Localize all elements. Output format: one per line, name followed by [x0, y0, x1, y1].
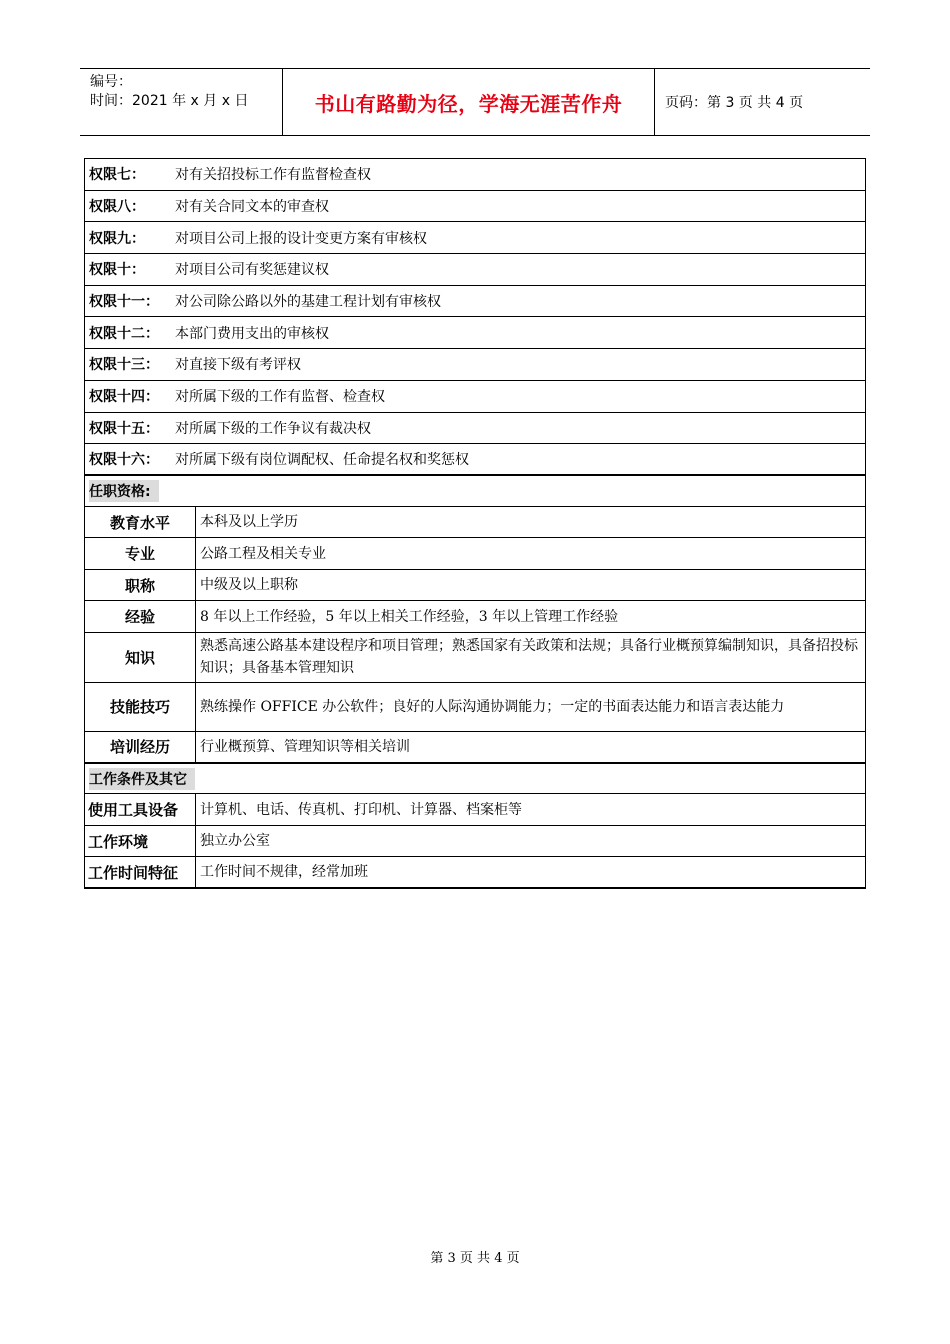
condition-row: [85, 794, 866, 826]
permission-row: [85, 190, 866, 222]
document-header: [80, 68, 870, 136]
permission-label: 权限十三：: [89, 357, 159, 374]
date-label: 时间：2021 年 x 月 x 日: [90, 93, 249, 109]
permission-row: [85, 222, 866, 254]
permission-label: 权限九：: [89, 230, 145, 247]
condition-value: 工作时间不规律，经常加班: [196, 857, 866, 889]
condition-label: 工作时间特征: [85, 857, 196, 889]
permission-text: 对所属下级有岗位调配权、任命提名权和奖惩权: [175, 452, 469, 469]
qualifications-title: 任职资格:: [89, 480, 159, 502]
permission-row: [85, 349, 866, 381]
permission-row: [85, 412, 866, 444]
qualification-label: 专业: [85, 538, 196, 570]
conditions-title: 工作条件及其它: [89, 768, 195, 790]
qualification-label: 技能技巧: [85, 682, 196, 731]
permission-text: 对项目公司上报的设计变更方案有审核权: [175, 230, 427, 247]
permission-text: 对所属下级的工作有监督、检查权: [175, 389, 385, 406]
permission-label: 权限十五：: [89, 420, 159, 437]
permission-text: 对有关合同文本的审查权: [175, 199, 329, 216]
header-motto: 书山有路勤为径，学海无涯苦作舟: [314, 91, 623, 116]
permission-row: [85, 380, 866, 412]
permission-label: 权限七：: [89, 167, 145, 184]
permission-label: 权限十二：: [89, 325, 159, 342]
header-motto-cell: [283, 69, 655, 135]
qualifications-header-row: [85, 475, 866, 506]
permission-text: 本部门费用支出的审核权: [175, 325, 329, 342]
qualification-row: [85, 632, 866, 682]
qualification-label: 经验: [85, 601, 196, 633]
job-description-table: [84, 158, 866, 889]
page-info-text: 页码：第 3 页 共 4 页: [665, 95, 804, 111]
qualification-row: [85, 731, 866, 763]
permission-text: 对有关招投标工作有监督检查权: [175, 167, 371, 184]
permission-row: [85, 159, 866, 191]
qualification-value: 中级及以上职称: [196, 569, 866, 601]
permission-label: 权限十四：: [89, 389, 159, 406]
condition-label: 使用工具设备: [85, 794, 196, 826]
permission-row: [85, 254, 866, 286]
conditions-header-row: [85, 763, 866, 794]
condition-label: 工作环境: [85, 825, 196, 857]
qualification-row: [85, 682, 866, 731]
permission-row: [85, 317, 866, 349]
qualification-row: [85, 538, 866, 570]
header-page-info: [655, 69, 870, 135]
permission-text: 对项目公司有奖惩建议权: [175, 262, 329, 279]
qualification-value: 本科及以上学历: [196, 506, 866, 538]
qualification-value: 行业概预算、管理知识等相关培训: [196, 731, 866, 763]
qualification-row: [85, 601, 866, 633]
qualification-label: 培训经历: [85, 731, 196, 763]
permission-text: 对直接下级有考评权: [175, 357, 301, 374]
permission-row: [85, 285, 866, 317]
permission-row: [85, 444, 866, 476]
qualification-value: 熟悉高速公路基本建设程序和项目管理；熟悉国家有关政策和法规；具备行业概预算编制知识，具备招投标知识；具备基本管理知识: [196, 632, 866, 682]
qualification-row: [85, 506, 866, 538]
qualification-row: [85, 569, 866, 601]
header-meta: [80, 69, 283, 135]
qualification-label: 职称: [85, 569, 196, 601]
qualification-value: 公路工程及相关专业: [196, 538, 866, 570]
permission-text: 对所属下级的工作争议有裁决权: [175, 420, 371, 437]
permission-label: 权限十六：: [89, 452, 159, 469]
permission-text: 对公司除公路以外的基建工程计划有审核权: [175, 294, 441, 311]
condition-value: 计算机、电话、传真机、打印机、计算器、档案柜等: [196, 794, 866, 826]
condition-row: [85, 857, 866, 889]
condition-value: 独立办公室: [196, 825, 866, 857]
permission-label: 权限八：: [89, 199, 145, 216]
qualification-label: 教育水平: [85, 506, 196, 538]
permission-label: 权限十一：: [89, 294, 159, 311]
page-footer: 第 3 页 共 4 页: [430, 1251, 520, 1266]
code-label: 编号：: [90, 74, 132, 90]
qualification-value: 熟练操作 OFFICE 办公软件；良好的人际沟通协调能力；一定的书面表达能力和语言表达能力: [196, 682, 866, 731]
qualification-label: 知识: [85, 632, 196, 682]
permission-label: 权限十：: [89, 262, 145, 279]
qualification-value: 8 年以上工作经验，5 年以上相关工作经验，3 年以上管理工作经验: [196, 601, 866, 633]
condition-row: [85, 825, 866, 857]
